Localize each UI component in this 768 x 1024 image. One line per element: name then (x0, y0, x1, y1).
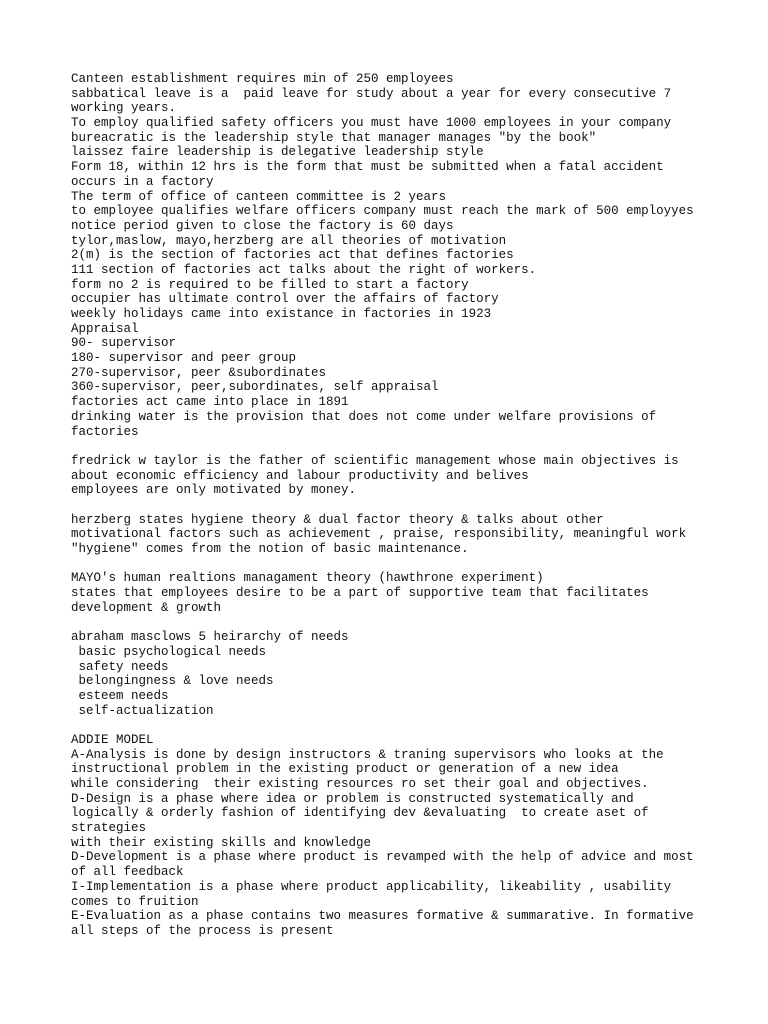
text-line: tylor,maslow, mayo,herzberg are all theories of motivation (71, 233, 507, 248)
blank-line (71, 498, 731, 513)
text-line: factories (71, 424, 139, 439)
text-line: fredrick w taylor is the father of scientific management whose main objectives is (71, 453, 679, 468)
text-line: comes to fruition (71, 894, 199, 909)
text-line: 360-supervisor, peer,subordinates, self appraisal (71, 380, 439, 395)
text-line: with their existing skills and knowledge (71, 835, 372, 850)
document-body (71, 72, 731, 939)
text-line: laissez faire leadership is delegative leadership style (71, 145, 484, 160)
text-line: of all feedback (71, 865, 184, 880)
text-line: The term of office of canteen committee is 2 years (71, 189, 447, 204)
text-line: instructional problem in the existing product or generation of a new idea (71, 762, 619, 777)
text-line: Canteen establishment requires min of 250 employees (71, 72, 454, 86)
text-line: to employee qualifies welfare officers company must reach the mark of 500 employyes (71, 204, 694, 219)
text-line: states that employees desire to be a part of supportive team that facilitates (71, 586, 649, 601)
text-line: D-Development is a phase where product is revamped with the help of advice and most (71, 850, 694, 865)
text-line: factories act came into place in 1891 (71, 395, 349, 410)
blank-line (71, 718, 731, 733)
list-item: belongingness & love needs (71, 674, 274, 689)
list-item: self-actualization (71, 703, 214, 718)
text-line: To employ qualified safety officers you must have 1000 employees in your company (71, 116, 672, 131)
text-line: herzberg states hygiene theory & dual factor theory & talks about other (71, 512, 604, 527)
text-line: A-Analysis is done by design instructors & traning supervisors who looks at the (71, 747, 664, 762)
text-line: bureacratic is the leadership style that manager manages "by the book" (71, 130, 597, 145)
appraisal-heading: Appraisal (71, 321, 139, 336)
blank-line (71, 439, 731, 454)
text-line: 2(m) is the section of factories act that defines factories (71, 248, 514, 263)
text-line: 270-supervisor, peer &subordinates (71, 365, 327, 380)
blank-line (71, 557, 731, 572)
text-line: abraham masclows 5 heirarchy of needs (71, 630, 349, 645)
text-line: Form 18, within 12 hrs is the form that must be submitted when a fatal accident (71, 160, 664, 175)
text-line: 111 section of factories act talks about the right of workers. (71, 262, 537, 277)
text-line: E-Evaluation as a phase contains two measures formative & summarative. In formative (71, 909, 694, 924)
text-line: drinking water is the provision that does not come under welfare provisions of (71, 409, 657, 424)
text-line: weekly holidays came into existance in factories in 1923 (71, 307, 492, 321)
list-item: basic psychological needs (71, 644, 267, 659)
text-line: notice period given to close the factory is 60 days (71, 218, 454, 233)
text-line: while considering their existing resources ro set their goal and objectives. (71, 777, 649, 791)
text-line: "hygiene" comes from the notion of basic maintenance. (71, 542, 469, 556)
addie-heading: ADDIE MODEL (71, 732, 154, 747)
text-line: 180- supervisor and peer group (71, 351, 297, 366)
text-line: sabbatical leave is a paid leave for study about a year for every consecutive 7 (71, 86, 672, 101)
text-line: D-Design is a phase where idea or problem is constructed systematically and (71, 791, 634, 806)
list-item: safety needs (71, 659, 169, 674)
text-line: MAYO's human realtions managament theory (hawthrone experiment) (71, 571, 544, 586)
list-item: esteem needs (71, 688, 169, 703)
text-line: employees are only motivated by money. (71, 483, 357, 498)
text-line: occupier has ultimate control over the affairs of factory (71, 292, 499, 307)
text-line: about economic efficiency and labour productivity and belives (71, 468, 529, 483)
text-line: development & growth (71, 600, 222, 615)
text-line: logically & orderly fashion of identifying dev &evaluating to create aset of (71, 806, 649, 821)
text-line: form no 2 is required to be filled to start a factory (71, 277, 469, 292)
text-line: working years. (71, 101, 177, 116)
text-line: I-Implementation is a phase where product applicability, likeability , usability (71, 879, 672, 894)
text-line: motivational factors such as achievement , praise, responsibility, meaningful work (71, 527, 687, 542)
text-line: strategies (71, 821, 147, 836)
text-line: all steps of the process is present (71, 923, 334, 938)
text-line: 90- supervisor (71, 336, 177, 351)
text-line: occurs in a factory (71, 174, 214, 189)
blank-line (71, 615, 731, 630)
